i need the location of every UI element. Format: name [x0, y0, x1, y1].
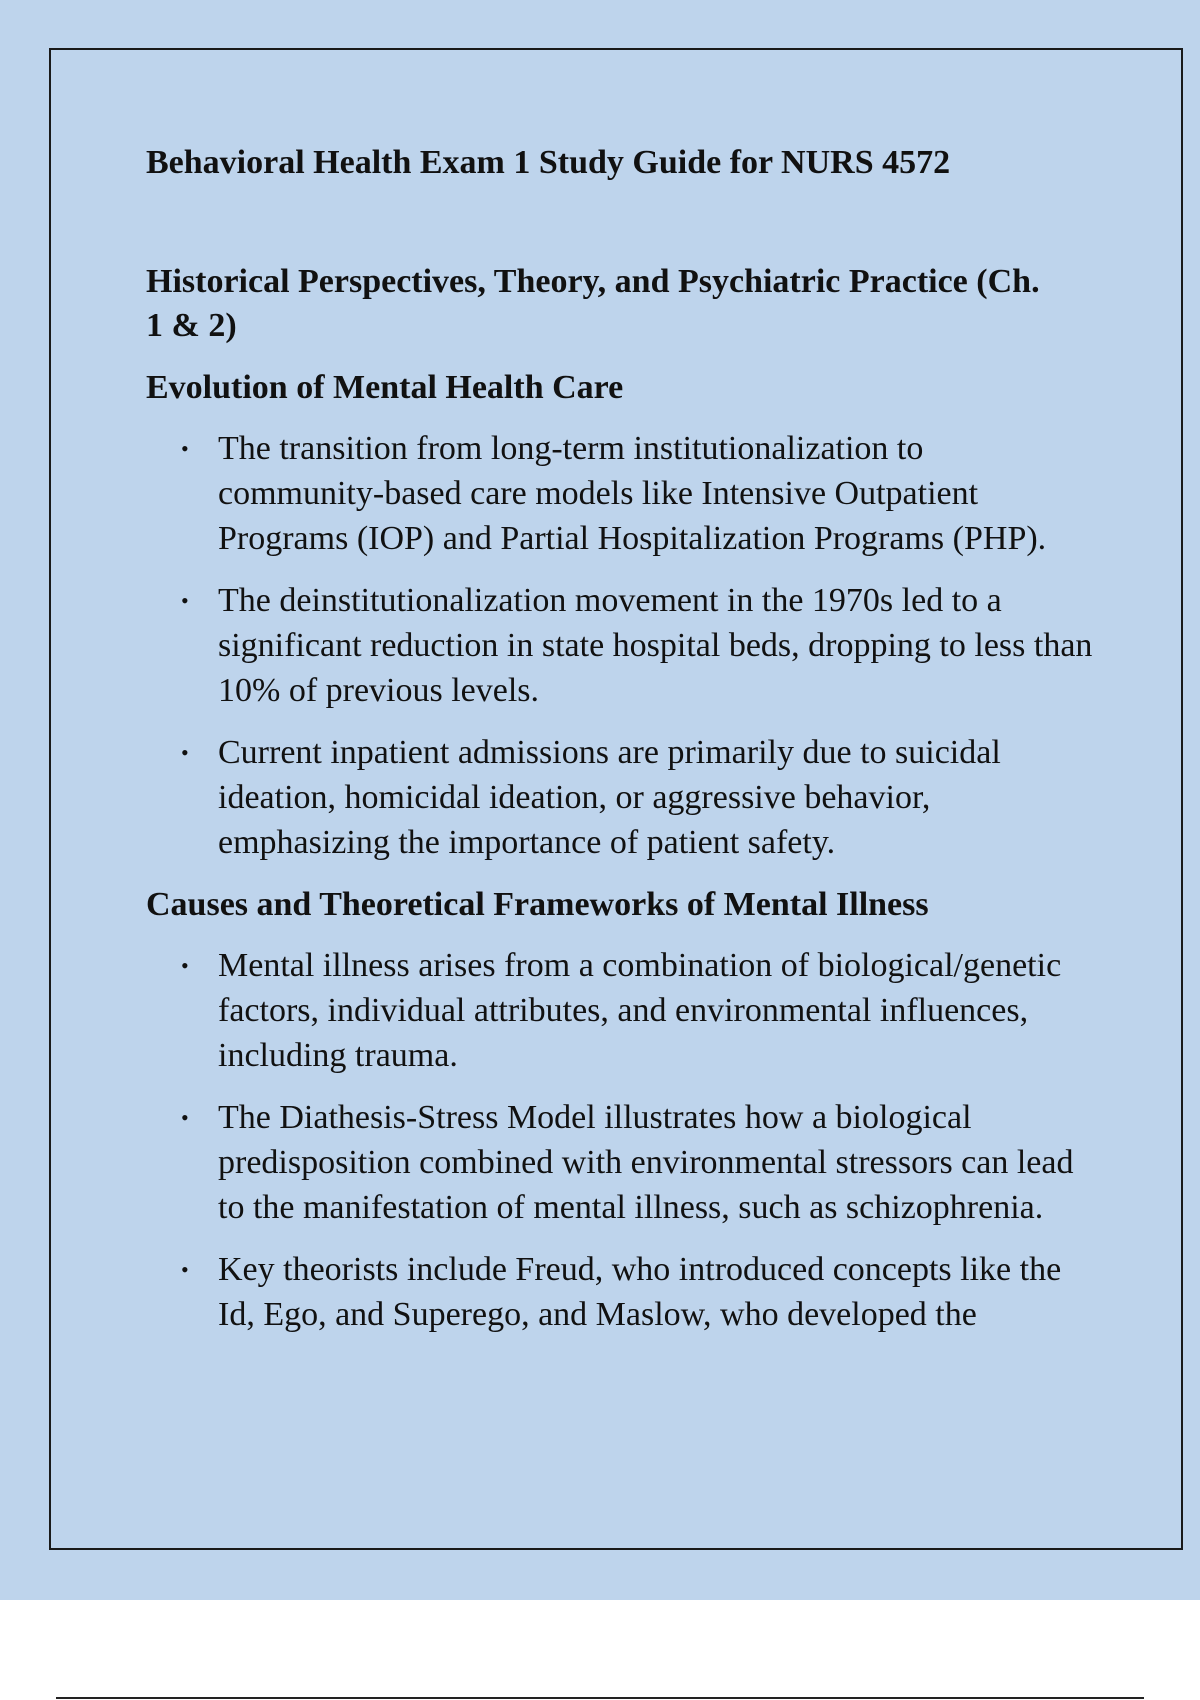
- bullet-icon: •: [181, 953, 189, 978]
- document-content: [146, 140, 1096, 1354]
- bullet-text: The Diathesis-Stress Model illustrates how a biological predisposition combined with environmental stressors can lead to the manifestation of mental illness, such as schizophrenia.: [218, 1099, 1074, 1226]
- document-title: Behavioral Health Exam 1 Study Guide for NURS 4572: [146, 144, 951, 181]
- list-item: [146, 1247, 1096, 1337]
- subsection-heading-causes: Causes and Theoretical Frameworks of Mental Illness: [146, 886, 929, 923]
- bullet-text: The transition from long-term institutionalization to community-based care models like Intensive Outpatient Programs (IOP) and Partial Hospitalization Programs (PHP).: [218, 430, 1047, 557]
- bullet-text: The deinstitutionalization movement in the 1970s led to a significant reduction in state hospital beds, dropping to less than 10% of previous levels.: [218, 582, 1093, 709]
- bullet-icon: •: [181, 588, 189, 613]
- bullet-icon: •: [181, 1257, 189, 1282]
- bullet-text: Key theorists include Freud, who introduced concepts like the Id, Ego, and Superego, and Maslow, who developed the: [218, 1251, 1062, 1333]
- list-item: [146, 730, 1096, 865]
- bullet-icon: •: [181, 740, 189, 765]
- bullet-list-causes: [146, 943, 1096, 1337]
- list-item: [146, 426, 1096, 561]
- section-title: Historical Perspectives, Theory, and Psychiatric Practice (Ch. 1 & 2): [146, 263, 1040, 344]
- bullet-icon: •: [181, 1105, 189, 1130]
- list-item: [146, 1095, 1096, 1230]
- bullet-list-evolution: [146, 426, 1096, 865]
- subsection-heading-evolution: Evolution of Mental Health Care: [146, 369, 624, 406]
- footer-rule: [56, 1697, 1144, 1699]
- bullet-icon: •: [181, 436, 189, 461]
- bullet-text: Mental illness arises from a combination of biological/genetic factors, individual attributes, and environmental influences, including trauma.: [218, 947, 1062, 1074]
- bullet-text: Current inpatient admissions are primarily due to suicidal ideation, homicidal ideation, or aggressive behavior, emphasizing the importance of patient safety.: [218, 734, 1001, 861]
- list-item: [146, 943, 1096, 1078]
- list-item: [146, 578, 1096, 713]
